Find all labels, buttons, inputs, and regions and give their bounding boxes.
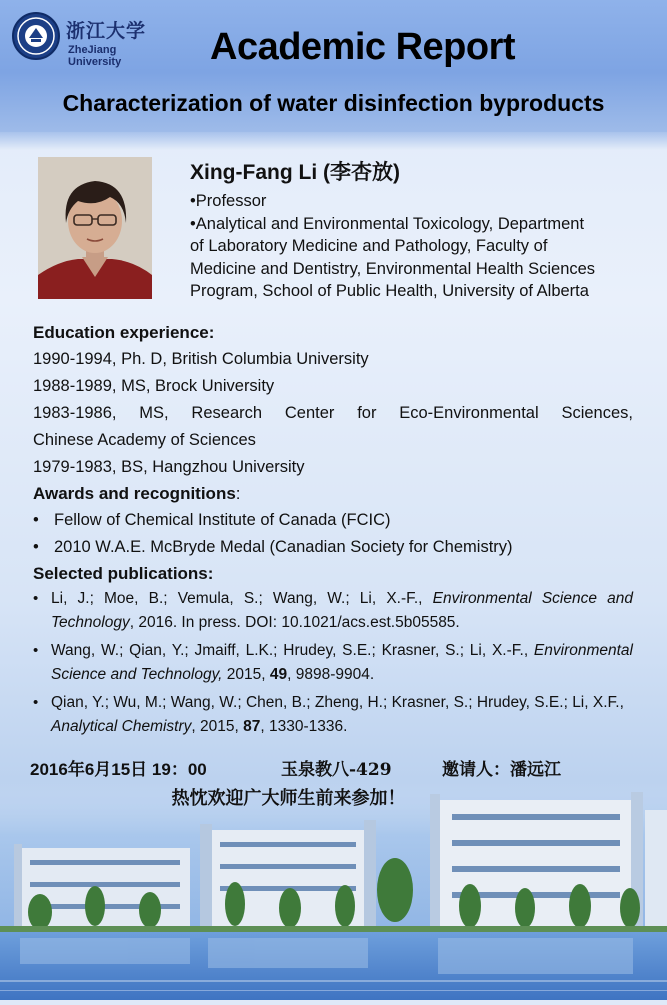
speaker-info <box>190 156 660 303</box>
publication-item <box>33 587 633 635</box>
speaker-position: •Professor <box>190 192 267 210</box>
header-shine <box>0 132 667 150</box>
event-location: 玉泉教八-429 <box>281 760 392 780</box>
publication-details: , 2016. In press. DOI: 10.1021/acs.est.5b05585. <box>129 614 460 631</box>
publication-authors: Wang, W.; Qian, Y.; Jmaiff, L.K.; Hrudey, S.E.; Krasner, S.; Li, X.-F., <box>51 642 534 659</box>
education-entry: 1979-1983, BS, Hangzhou University <box>33 458 305 476</box>
publication-journal: Analytical Chemistry <box>51 718 192 735</box>
report-subtitle: Characterization of water disinfection byproducts <box>62 90 605 116</box>
publication-year: 2015, <box>222 666 270 683</box>
publication-pages: , 1330-1336. <box>260 718 348 735</box>
publication-year: , 2015, <box>191 718 244 735</box>
publication-pages: , 9898-9904. <box>287 666 375 683</box>
awards-heading <box>33 481 633 507</box>
speaker-affiliation-line: Program, School of Public Health, University of Alberta <box>190 282 589 300</box>
award-item: • 2010 W.A.E. McBryde Medal (Canadian Society for Chemistry) <box>33 534 633 561</box>
report-content <box>33 320 633 743</box>
publication-volume: 49 <box>269 666 288 683</box>
publication-volume: 87 <box>243 718 261 735</box>
welcome-message: 热忱欢迎广大师生前来参加！ <box>171 788 406 809</box>
speaker-affiliation-line: of Laboratory Medicine and Pathology, Faculty of <box>190 237 548 255</box>
publications-heading: Selected publications: <box>33 564 214 583</box>
speaker-affiliation-line: •Analytical and Environmental Toxicology, Department <box>190 214 585 233</box>
speaker-name: Xing-Fang Li (李杏放) <box>190 161 400 184</box>
speaker-affiliation-line: Medicine and Dentistry, Environmental Health Sciences <box>190 259 596 278</box>
university-seal-icon <box>12 12 60 60</box>
publication-authors: Qian, Y.; Wu, M.; Wang, W.; Chen, B.; Zheng, H.; Krasner, S.; Hrudey, S.E.; Li, X.F., <box>51 694 624 711</box>
education-entry: 1990-1994, Ph. D, British Columbia University <box>33 350 369 368</box>
logo-chinese-name: 浙江大学 <box>66 20 147 42</box>
award-item: • Fellow of Chemical Institute of Canada (FCIC) <box>33 507 633 534</box>
education-heading: Education experience: <box>33 323 215 342</box>
awards-heading-colon: : <box>235 484 241 503</box>
event-datetime: 2016年6月15日 19：00 <box>30 760 207 779</box>
education-entry: 1988-1989, MS, Brock University <box>33 377 275 395</box>
campus-building-illustration <box>0 780 667 1000</box>
event-host: 邀请人：潘远江 <box>442 760 561 779</box>
publication-item <box>33 691 633 739</box>
publication-item <box>33 639 633 687</box>
university-logo <box>12 12 172 68</box>
publication-journal: Environmental Science and Technology, <box>51 642 633 683</box>
speaker-photo <box>38 157 152 299</box>
event-details <box>30 755 650 781</box>
education-entry: Chinese Academy of Sciences <box>33 431 256 449</box>
page-title: Academic Report <box>210 26 516 68</box>
awards-heading-text: Awards and recognitions <box>33 484 236 503</box>
logo-english-name: ZheJiang University <box>68 44 122 68</box>
publication-authors: Li, J.; Moe, B.; Vemula, S.; Wang, W.; Li, X.-F., <box>51 590 433 607</box>
publication-journal: Environmental Science and Technology <box>51 590 633 631</box>
education-entry: 1983-1986, MS, Research Center for Eco-Environmental Sciences, <box>33 404 633 422</box>
